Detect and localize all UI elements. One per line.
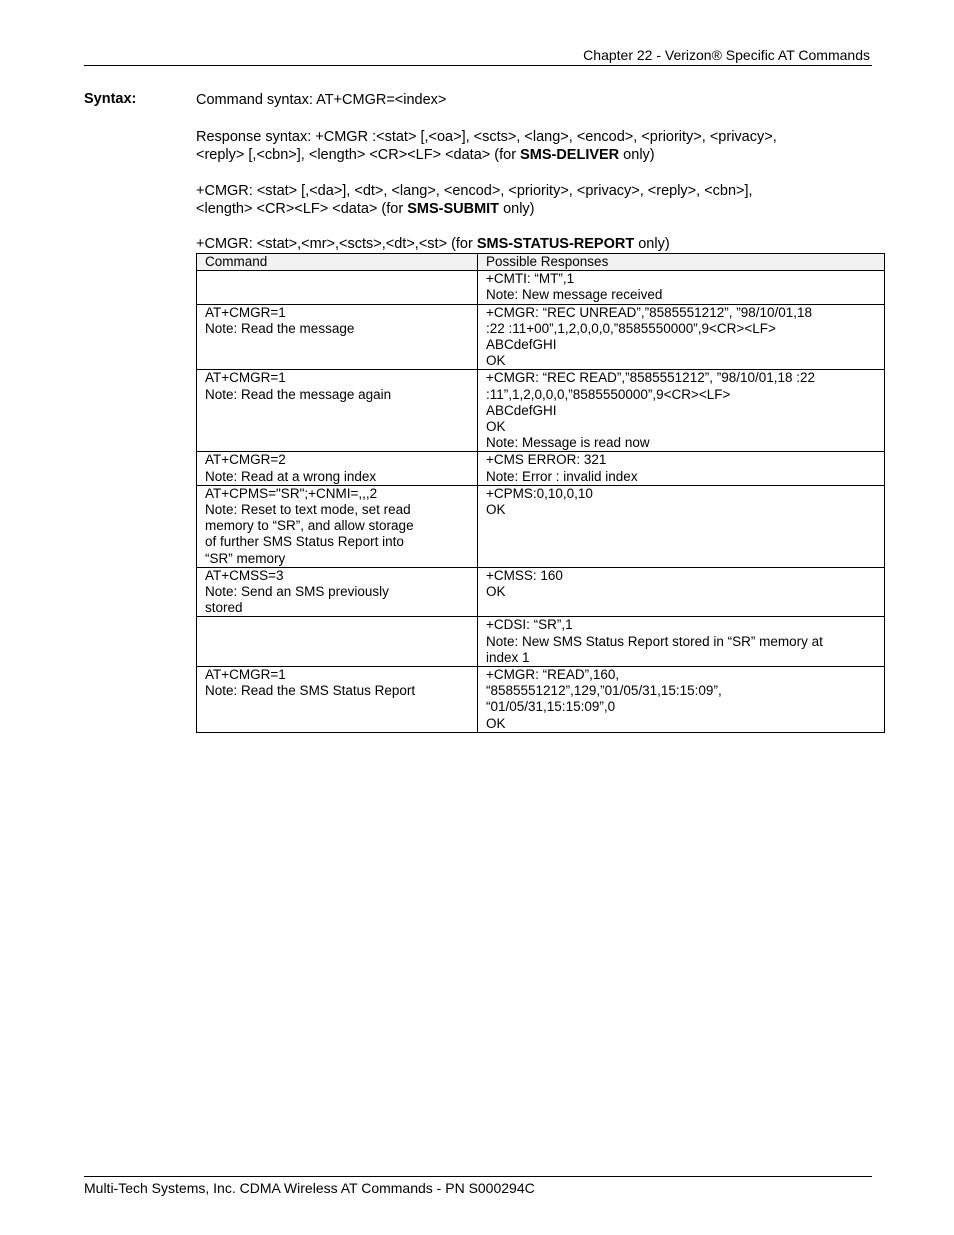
- responses-cell: [478, 485, 885, 567]
- response-line: Note: New message received: [486, 287, 663, 303]
- response-line: :11”,1,2,0,0,0,”8585550000”,9<CR><LF>: [486, 386, 731, 402]
- response-deliver-line1: Response syntax: +CMGR :<stat> [,<oa>], <scts>, <lang>, <encod>, <priority>, <privacy>,: [196, 129, 777, 145]
- response-deliver-line2: [196, 146, 876, 164]
- responses-cell: [478, 667, 885, 733]
- response-status-post: only): [634, 236, 670, 252]
- command-line: AT+CMSS=3: [205, 567, 284, 583]
- responses-cell: [478, 452, 885, 485]
- command-cell: [197, 452, 478, 485]
- command-syntax-prefix: Command syntax:: [196, 92, 313, 108]
- column-header-command: Command: [197, 254, 478, 271]
- command-cell: [197, 567, 478, 617]
- responses-cell: [478, 567, 885, 617]
- response-line: +CPMS:0,10,0,10: [486, 485, 593, 501]
- response-line: +CMTI: “MT”,1: [486, 271, 575, 287]
- responses-cell: [478, 617, 885, 667]
- responses-cell: [478, 370, 885, 452]
- command-line: AT+CMGR=1: [205, 304, 286, 320]
- response-line: ABCdefGHI: [486, 337, 557, 353]
- response-submit-line2: [196, 200, 876, 218]
- command-example-table: [196, 253, 885, 733]
- table-row: [197, 271, 885, 304]
- table-row: [197, 567, 885, 617]
- table-row: [197, 617, 885, 667]
- response-line: OK: [486, 419, 506, 435]
- page-header-chapter: Chapter 22 - Verizon® Specific AT Commands: [583, 47, 870, 63]
- response-line: ABCdefGHI: [486, 402, 557, 418]
- response-line: “01/05/31,15:15:09”,0: [486, 699, 616, 715]
- syntax-label: Syntax:: [84, 91, 137, 107]
- command-line: Note: Read at a wrong index: [205, 468, 377, 484]
- command-syntax: [196, 91, 876, 109]
- command-cell: [197, 304, 478, 370]
- table-row: [197, 370, 885, 452]
- command-line: “SR” memory: [205, 550, 286, 566]
- page-footer: Multi-Tech Systems, Inc. CDMA Wireless AT Commands - PN S000294C: [84, 1180, 535, 1196]
- table-row: [197, 452, 885, 485]
- command-line: AT+CMGR=2: [205, 452, 286, 468]
- response-line: “8585551212”,129,”01/05/31,15:15:09”,: [486, 683, 722, 699]
- response-syntax-status: [196, 235, 876, 253]
- response-line: +CMSS: 160: [486, 567, 563, 583]
- response-line: :22 :11+00”,1,2,0,0,0,”8585550000”,9<CR><LF>: [486, 320, 776, 336]
- command-line: AT+CPMS="SR";+CNMI=,,,2: [205, 485, 378, 501]
- command-cell: [197, 667, 478, 733]
- command-line: AT+CMGR=1: [205, 370, 286, 386]
- command-line: Note: Read the message: [205, 320, 355, 336]
- table-row: [197, 304, 885, 370]
- response-line: +CMGR: “READ”,160,: [486, 667, 620, 683]
- response-line: OK: [486, 584, 506, 600]
- response-line: OK: [486, 502, 506, 518]
- response-deliver-line2-post: only): [619, 147, 655, 163]
- response-line: +CMS ERROR: 321: [486, 452, 607, 468]
- column-header-responses: Possible Responses: [478, 254, 885, 271]
- table-row: [197, 667, 885, 733]
- response-line: Note: New SMS Status Report stored in “SR” memory at: [486, 633, 823, 649]
- response-line: Note: Error : invalid index: [486, 468, 638, 484]
- response-status-pre: +CMGR: <stat>,<mr>,<scts>,<dt>,<st> (for: [196, 236, 477, 252]
- header-divider: [84, 65, 872, 66]
- response-line: OK: [486, 715, 506, 731]
- command-cell: [197, 485, 478, 567]
- command-line: of further SMS Status Report into: [205, 534, 404, 550]
- command-cell: [197, 370, 478, 452]
- responses-cell: [478, 304, 885, 370]
- table-row: [197, 485, 885, 567]
- response-line: +CDSI: “SR”,1: [486, 617, 573, 633]
- command-line: AT+CMGR=1: [205, 667, 286, 683]
- response-line: +CMGR: “REC READ”,”8585551212”, ”98/10/01,18 :22: [486, 370, 816, 386]
- response-deliver-bold: SMS-DELIVER: [520, 147, 620, 163]
- command-line: Note: Send an SMS previously: [205, 584, 389, 600]
- command-line: stored: [205, 600, 243, 616]
- table-body: [197, 271, 885, 733]
- command-line: Note: Reset to text mode, set read: [205, 502, 411, 518]
- response-status-bold: SMS-STATUS-REPORT: [476, 236, 635, 252]
- response-syntax-deliver: [196, 128, 876, 164]
- table-header-row: [197, 254, 885, 271]
- responses-cell: [478, 271, 885, 304]
- command-syntax-value: AT+CMGR=<index>: [316, 92, 447, 108]
- response-submit-line1: +CMGR: <stat> [,<da>], <dt>, <lang>, <encod>, <priority>, <privacy>, <reply>, <cbn>],: [196, 183, 753, 199]
- command-cell: [197, 617, 478, 667]
- response-deliver-line2-pre: <reply> [,<cbn>], <length> <CR><LF> <data> (for: [196, 147, 521, 163]
- command-line: Note: Read the SMS Status Report: [205, 683, 416, 699]
- response-line: OK: [486, 353, 506, 369]
- command-line: Note: Read the message again: [205, 386, 392, 402]
- response-line: Note: Message is read now: [486, 435, 650, 451]
- response-submit-bold: SMS-SUBMIT: [407, 201, 500, 217]
- response-line: +CMGR: “REC UNREAD”,”8585551212”, ”98/10/01,18: [486, 304, 813, 320]
- response-line: index 1: [486, 649, 530, 665]
- command-cell: [197, 271, 478, 304]
- response-submit-line2-post: only): [499, 201, 535, 217]
- command-line: memory to “SR”, and allow storage: [205, 518, 414, 534]
- response-submit-line2-pre: <length> <CR><LF> <data> (for: [196, 201, 408, 217]
- footer-divider: [84, 1176, 872, 1177]
- response-syntax-submit: [196, 182, 876, 218]
